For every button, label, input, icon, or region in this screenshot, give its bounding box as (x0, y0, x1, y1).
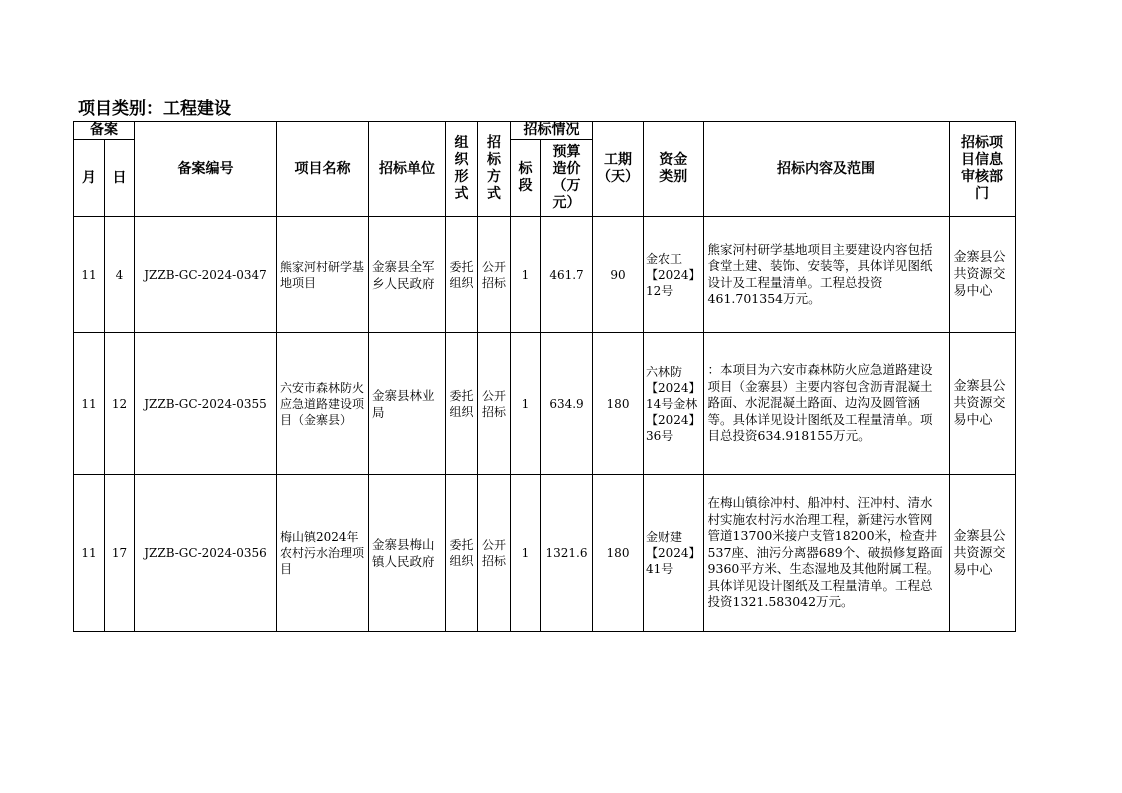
cell-tenderer: 金寨县全军乡人民政府 (369, 217, 446, 333)
cell-month: 11 (74, 333, 105, 475)
cell-bid-method: 公开招标 (478, 333, 511, 475)
cell-record-no: JZZB-GC-2024-0355 (135, 333, 277, 475)
page-title: 项目类别：工程建设 (78, 99, 231, 119)
cell-day: 12 (105, 333, 135, 475)
header-org-form: 组织形式 (446, 122, 478, 217)
cell-day: 17 (105, 475, 135, 632)
cell-project-name: 熊家河村研学基地项目 (277, 217, 369, 333)
header-section: 标段 (511, 140, 541, 217)
header-bid-method: 招标方式 (478, 122, 511, 217)
cell-duration: 90 (593, 217, 644, 333)
table-row (74, 217, 1016, 333)
header-day: 日 (105, 140, 135, 217)
cell-month: 11 (74, 475, 105, 632)
cell-scope: ：本项目为六安市森林防火应急道路建设项目（金寨县）主要内容包含沥青混凝土路面、水泥混凝土路面、边沟及圆管涵等。具体详见设计图纸及工程量清单。项目总投资634.918155万元。 (703, 333, 949, 475)
header-scope: 招标内容及范围 (703, 122, 949, 217)
cell-budget: 1321.6 (541, 475, 593, 632)
header-tenderer: 招标单位 (369, 122, 446, 217)
cell-org-form: 委托组织 (446, 333, 478, 475)
cell-tenderer: 金寨县林业局 (369, 333, 446, 475)
cell-project-name: 梅山镇2024年农村污水治理项目 (277, 475, 369, 632)
cell-day: 4 (105, 217, 135, 333)
header-fund-type: 资金类别 (644, 122, 704, 217)
header-record-group: 备案 (74, 122, 135, 140)
table-row (74, 475, 1016, 632)
cell-review-dept: 金寨县公共资源交易中心 (949, 333, 1015, 475)
header-budget: 预算造价（万元） (541, 140, 593, 217)
table-row (74, 333, 1016, 475)
header-record-no: 备案编号 (135, 122, 277, 217)
cell-record-no: JZZB-GC-2024-0347 (135, 217, 277, 333)
header-review-dept: 招标项目信息审核部门 (949, 122, 1015, 217)
cell-org-form: 委托组织 (446, 475, 478, 632)
cell-bid-method: 公开招标 (478, 217, 511, 333)
cell-review-dept: 金寨县公共资源交易中心 (949, 217, 1015, 333)
cell-duration: 180 (593, 475, 644, 632)
cell-section: 1 (511, 217, 541, 333)
cell-record-no: JZZB-GC-2024-0356 (135, 475, 277, 632)
header-bid-info-group: 招标情况 (511, 122, 593, 140)
cell-scope: 在梅山镇徐冲村、船冲村、汪冲村、清水村实施农村污水治理工程，新建污水管网管道13700米接户支管18200米，检查井537座、油污分离器689个、破损修复路面9360平方米、生态湿地及其他附属工程。具体详见设计图纸及工程量清单。工程总投资1321.583042万元。 (703, 475, 949, 632)
cell-tenderer: 金寨县梅山镇人民政府 (369, 475, 446, 632)
cell-fund-type: 金农工【2024】12号 (644, 217, 704, 333)
cell-org-form: 委托组织 (446, 217, 478, 333)
header-project-name: 项目名称 (277, 122, 369, 217)
cell-budget: 461.7 (541, 217, 593, 333)
cell-duration: 180 (593, 333, 644, 475)
cell-fund-type: 六林防【2024】14号金林【2024】36号 (644, 333, 704, 475)
header-month: 月 (74, 140, 105, 217)
tender-record-table (73, 121, 1016, 632)
cell-budget: 634.9 (541, 333, 593, 475)
cell-project-name: 六安市森林防火应急道路建设项目（金寨县） (277, 333, 369, 475)
cell-bid-method: 公开招标 (478, 475, 511, 632)
cell-scope: 熊家河村研学基地项目主要建设内容包括食堂土建、装饰、安装等，具体详见图纸设计及工程量清单。工程总投资461.701354万元。 (703, 217, 949, 333)
cell-month: 11 (74, 217, 105, 333)
cell-section: 1 (511, 475, 541, 632)
cell-section: 1 (511, 333, 541, 475)
header-duration: 工期（天） (593, 122, 644, 217)
cell-fund-type: 金财建【2024】41号 (644, 475, 704, 632)
cell-review-dept: 金寨县公共资源交易中心 (949, 475, 1015, 632)
